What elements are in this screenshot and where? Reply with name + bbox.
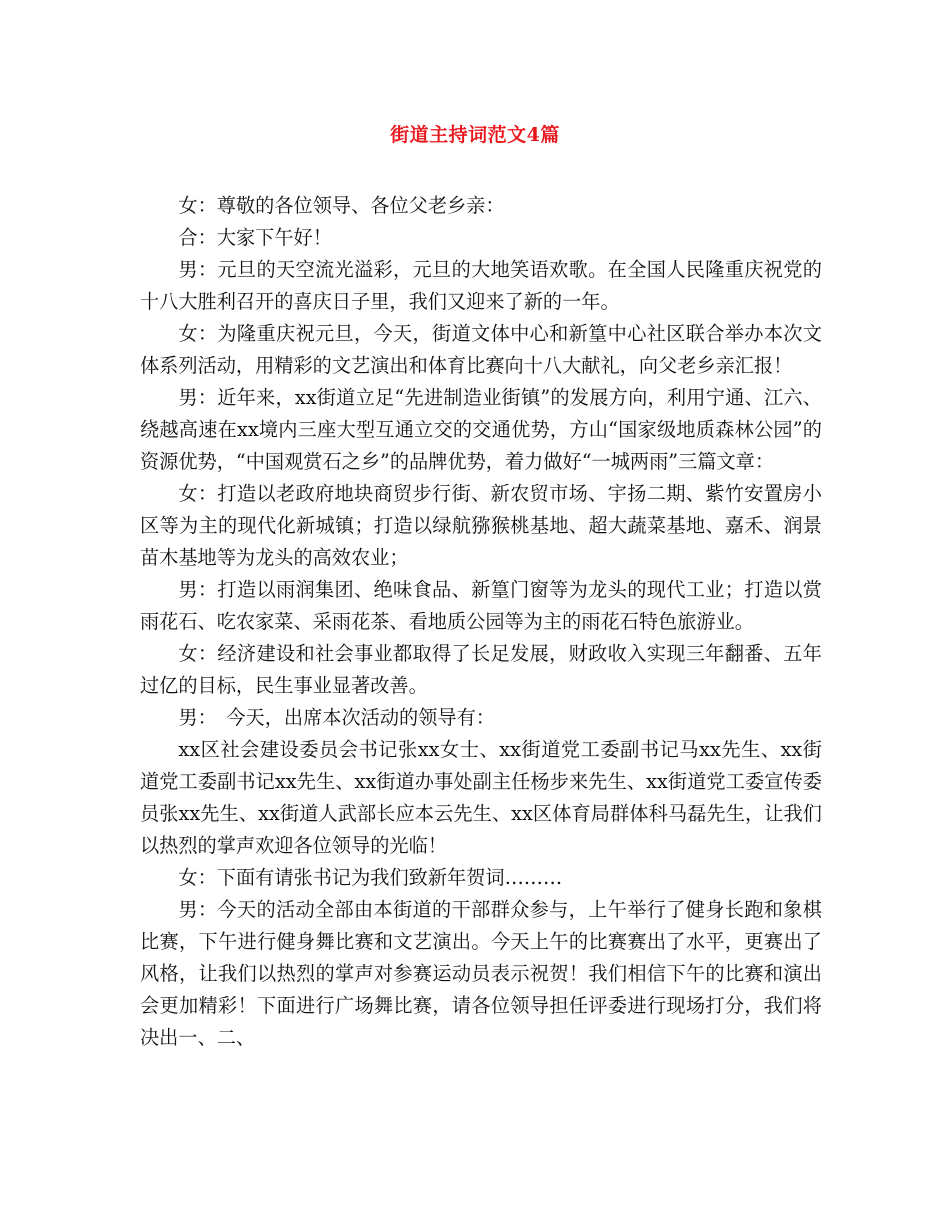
document-title: 街道主持词范文4篇 (390, 124, 560, 146)
document-body (140, 190, 822, 1054)
paragraph: 男：打造以雨润集团、绝味食品、新篁门窗等为龙头的现代工业；打造以赏雨花石、吃农家菜、采雨花茶、看地质公园等为主的雨花石特色旅游业。 (140, 578, 822, 633)
paragraph: 男：近年来，xx街道立足“先进制造业街镇”的发展方向，利用宁通、江六、绕越高速在xx境内三座大型互通立交的交通优势，方山“国家级地质森林公园”的资源优势，“中国观赏石之乡”的品牌优势，着力做好“一城两雨”三篇文章： (140, 386, 822, 473)
paragraph: 女：经济建设和社会事业都取得了长足发展，财政收入实现三年翻番、五年过亿的目标，民生事业显著改善。 (140, 642, 822, 697)
paragraph: 女：为隆重庆祝元旦，今天，街道文体中心和新篁中心社区联合举办本次文体系列活动，用精彩的文艺演出和体育比赛向十八大献礼，向父老乡亲汇报！ (140, 322, 822, 377)
paragraph: xx区社会建设委员会书记张xx女士、xx街道党工委副书记马xx先生、xx街道党工委副书记xx先生、xx街道办事处副主任杨步来先生、xx街道党工委宣传委员张xx先生、xx街道人武部长应本云先生、xx区体育局群体科马磊先生，让我们以热烈的掌声欢迎各位领导的光临！ (140, 738, 822, 857)
paragraph: 男： 今天，出席本次活动的领导有： (178, 706, 495, 729)
paragraph: 男：今天的活动全部由本街道的干部群众参与，上午举行了健身长跑和象棋比赛，下午进行健身舞比赛和文艺演出。今天上午的比赛赛出了水平，更赛出了风格，让我们以热烈的掌声对参赛运动员表示祝贺！我们相信下午的比赛和演出会更加精彩！下面进行广场舞比赛，请各位领导担任评委进行现场打分，我们将决出一、二、 (140, 898, 822, 1049)
paragraph: 女：下面有请张书记为我们致新年贺词……… (178, 866, 563, 889)
paragraph: 男：元旦的天空流光溢彩，元旦的大地笑语欢歌。在全国人民隆重庆祝党的十八大胜利召开的喜庆日子里，我们又迎来了新的一年。 (140, 258, 822, 313)
paragraph: 女：尊敬的各位领导、各位父老乡亲： (178, 194, 505, 217)
paragraph: 合：大家下午好！ (178, 226, 332, 249)
paragraph: 女：打造以老政府地块商贸步行街、新农贸市场、宇扬二期、紫竹安置房小区等为主的现代化新城镇；打造以绿航猕猴桃基地、超大蔬菜基地、嘉禾、润景苗木基地等为龙头的高效农业； (140, 482, 822, 569)
